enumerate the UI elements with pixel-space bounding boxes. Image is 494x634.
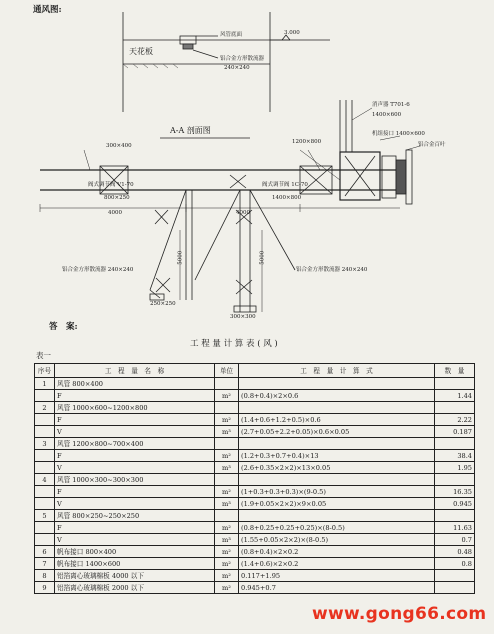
row-number-cell: 7 [35,558,55,570]
row-number-cell [35,426,55,438]
quantity-cell: 0.945 [435,498,475,510]
row-number-cell [35,390,55,402]
diffuser-right-label: 铝合金方形散流器 240×240 [296,267,368,273]
table-row [35,534,475,546]
quantity-cell [435,474,475,486]
valve-label-1: 阀式调节阀 V1-70 [88,182,134,188]
formula-cell [239,378,435,390]
formula-cell: (1.4+0.6+1.2+0.5)×0.6 [239,414,435,426]
watermark: www.gong66.com [312,604,487,624]
row-number-cell: 1 [35,378,55,390]
quantity-cell: 1.44 [435,390,475,402]
quantity-cell [435,378,475,390]
table-row [35,450,475,462]
table-header-row [35,364,475,378]
quantity-cell [435,438,475,450]
item-name-cell: F [55,414,215,426]
table-row [35,510,475,522]
table-row [35,438,475,450]
dim-4000-a: 4000 [108,210,122,216]
table-row [35,378,475,390]
quantity-table [34,363,475,594]
formula-cell [239,438,435,450]
table-title: 工 程 量 计 算 表 ( 风 ) [190,339,278,349]
row-number-cell: 4 [35,474,55,486]
unit-cell: m² [215,546,239,558]
formula-cell [239,474,435,486]
diffuser-label: 铝合金方形散流器 [220,56,265,62]
pipe-bottom-label: 风管底面 [220,32,243,38]
header-no: 序号 [35,364,55,378]
item-name-cell: V [55,426,215,438]
item-name-cell: 帆布接口 800×400 [55,546,215,558]
quantity-cell: 0.48 [435,546,475,558]
quantity-cell: 0.187 [435,426,475,438]
item-name-cell: F [55,486,215,498]
formula-cell: (1.4+0.6)×2×0.2 [239,558,435,570]
formula-cell: (1+0.3+0.3+0.3)×(9-0.5) [239,486,435,498]
header-formula: 工 程 量 计 算 式 [239,364,435,378]
diffuser-size-label: 240×240 [224,65,250,71]
section-title: A-A 剖面图 [170,126,211,135]
item-name-cell: 风管 800×400 [55,378,215,390]
row-number-cell [35,498,55,510]
duct-size-label-1: 300×400 [106,143,132,149]
formula-cell: (2.7+0.05+2.2+0.05)×0.6×0.05 [239,426,435,438]
formula-cell: 0.117+1.95 [239,570,435,582]
table-row [35,474,475,486]
formula-cell: 0.945+0.7 [239,582,435,594]
formula-cell: (1.55+0.05×2×2)×(8-0.5) [239,534,435,546]
bottom-size-left: 250×250 [150,301,176,307]
unit-cell [215,510,239,522]
duct-size-label-2: 1200×800 [292,139,322,145]
unit-cell [215,402,239,414]
item-name-cell: 帆布接口 1400×600 [55,558,215,570]
unit-cell: m³ [215,426,239,438]
louver-label: 铝合金百叶 [418,142,446,148]
quantity-cell: 11.63 [435,522,475,534]
unit-cell [215,378,239,390]
ceiling-label: 天花板 [129,47,153,56]
quantity-cell [435,582,475,594]
elevation-mark: 3.000 [284,30,300,36]
quantity-cell [435,402,475,414]
table-caption: 表一 [36,351,51,360]
diffuser-left-label: 铝合金方形散流器 240×240 [62,267,134,273]
item-name-cell: 风管 1200×800~700×400 [55,438,215,450]
quantity-cell: 38.4 [435,450,475,462]
row-number-cell: 9 [35,582,55,594]
table-row [35,582,475,594]
unit-cell: m² [215,558,239,570]
quantity-cell: 0.7 [435,534,475,546]
row-number-cell [35,450,55,462]
row-number-cell: 5 [35,510,55,522]
quantity-cell: 1.95 [435,462,475,474]
table-row [35,498,475,510]
unit-cell [215,474,239,486]
table-row [35,426,475,438]
vertical-dim-1: 5000 [177,250,184,265]
row-number-cell: 3 [35,438,55,450]
table-row [35,486,475,498]
item-name-cell: 铝箔离心玻璃棉板 2000 以下 [55,582,215,594]
formula-cell [239,402,435,414]
table-row [35,414,475,426]
unit-cell: m² [215,450,239,462]
row-number-cell [35,534,55,546]
fan-label: 消声器 T701-6 [372,102,410,108]
vertical-dim-2: 5000 [259,250,266,265]
unit-cell: m³ [215,462,239,474]
quantity-cell: 0.8 [435,558,475,570]
row-number-cell: 2 [35,402,55,414]
item-name-cell: 风管 800×250~250×250 [55,510,215,522]
quantity-cell [435,510,475,522]
table-row [35,462,475,474]
table-row [35,570,475,582]
item-name-cell: F [55,390,215,402]
table-row [35,402,475,414]
row-number-cell [35,486,55,498]
unit-cell: m² [215,522,239,534]
outlet-label: 机组接口 1400×600 [372,131,425,137]
item-name-cell: 风管 1000×600~1200×800 [55,402,215,414]
table-row [35,390,475,402]
unit-cell: m³ [215,534,239,546]
header-unit: 单位 [215,364,239,378]
row-number-cell: 6 [35,546,55,558]
table-row [35,558,475,570]
row-number-cell [35,414,55,426]
unit-cell: m² [215,414,239,426]
formula-cell [239,510,435,522]
item-name-cell: 风管 1000×300~300×300 [55,474,215,486]
row-number-cell: 8 [35,570,55,582]
table-row [35,546,475,558]
valve-size-1: 800×250 [104,195,130,201]
formula-cell: (2.6+0.35×2×2)×13×0.05 [239,462,435,474]
valve-size-2: 1400×800 [272,195,302,201]
unit-cell: m³ [215,498,239,510]
item-name-cell: V [55,462,215,474]
answer-label: 答 案: [49,322,78,332]
formula-cell: (0.8+0.25+0.25+0.25)×(8-0.5) [239,522,435,534]
bottom-size-mid: 300×300 [230,314,256,320]
dim-4000-b: 4000 [236,210,250,216]
item-name-cell: F [55,522,215,534]
quantity-cell: 2.22 [435,414,475,426]
item-name-cell: V [55,534,215,546]
unit-cell [215,438,239,450]
quantity-cell [435,570,475,582]
table-row [35,522,475,534]
formula-cell: (1.9+0.05×2×2)×9×0.05 [239,498,435,510]
drawing-heading: 通风图: [33,5,62,15]
formula-cell: (0.8+0.4)×2×0.6 [239,390,435,402]
item-name-cell: 铝箔离心玻璃棉板 4000 以下 [55,570,215,582]
row-number-cell [35,522,55,534]
unit-cell: m² [215,486,239,498]
quantity-cell: 16.35 [435,486,475,498]
valve-label-2: 阀式调节阀 1C-70 [262,182,308,188]
formula-cell: (1.2+0.3+0.7+0.4)×13 [239,450,435,462]
unit-cell: m² [215,390,239,402]
formula-cell: (0.8+0.4)×2×0.2 [239,546,435,558]
unit-cell: m² [215,582,239,594]
item-name-cell: F [55,450,215,462]
item-name-cell: V [55,498,215,510]
row-number-cell [35,462,55,474]
fan-size-label: 1400×600 [372,112,402,118]
header-name: 工 程 量 名 称 [55,364,215,378]
header-qty: 数 量 [435,364,475,378]
unit-cell: m² [215,570,239,582]
